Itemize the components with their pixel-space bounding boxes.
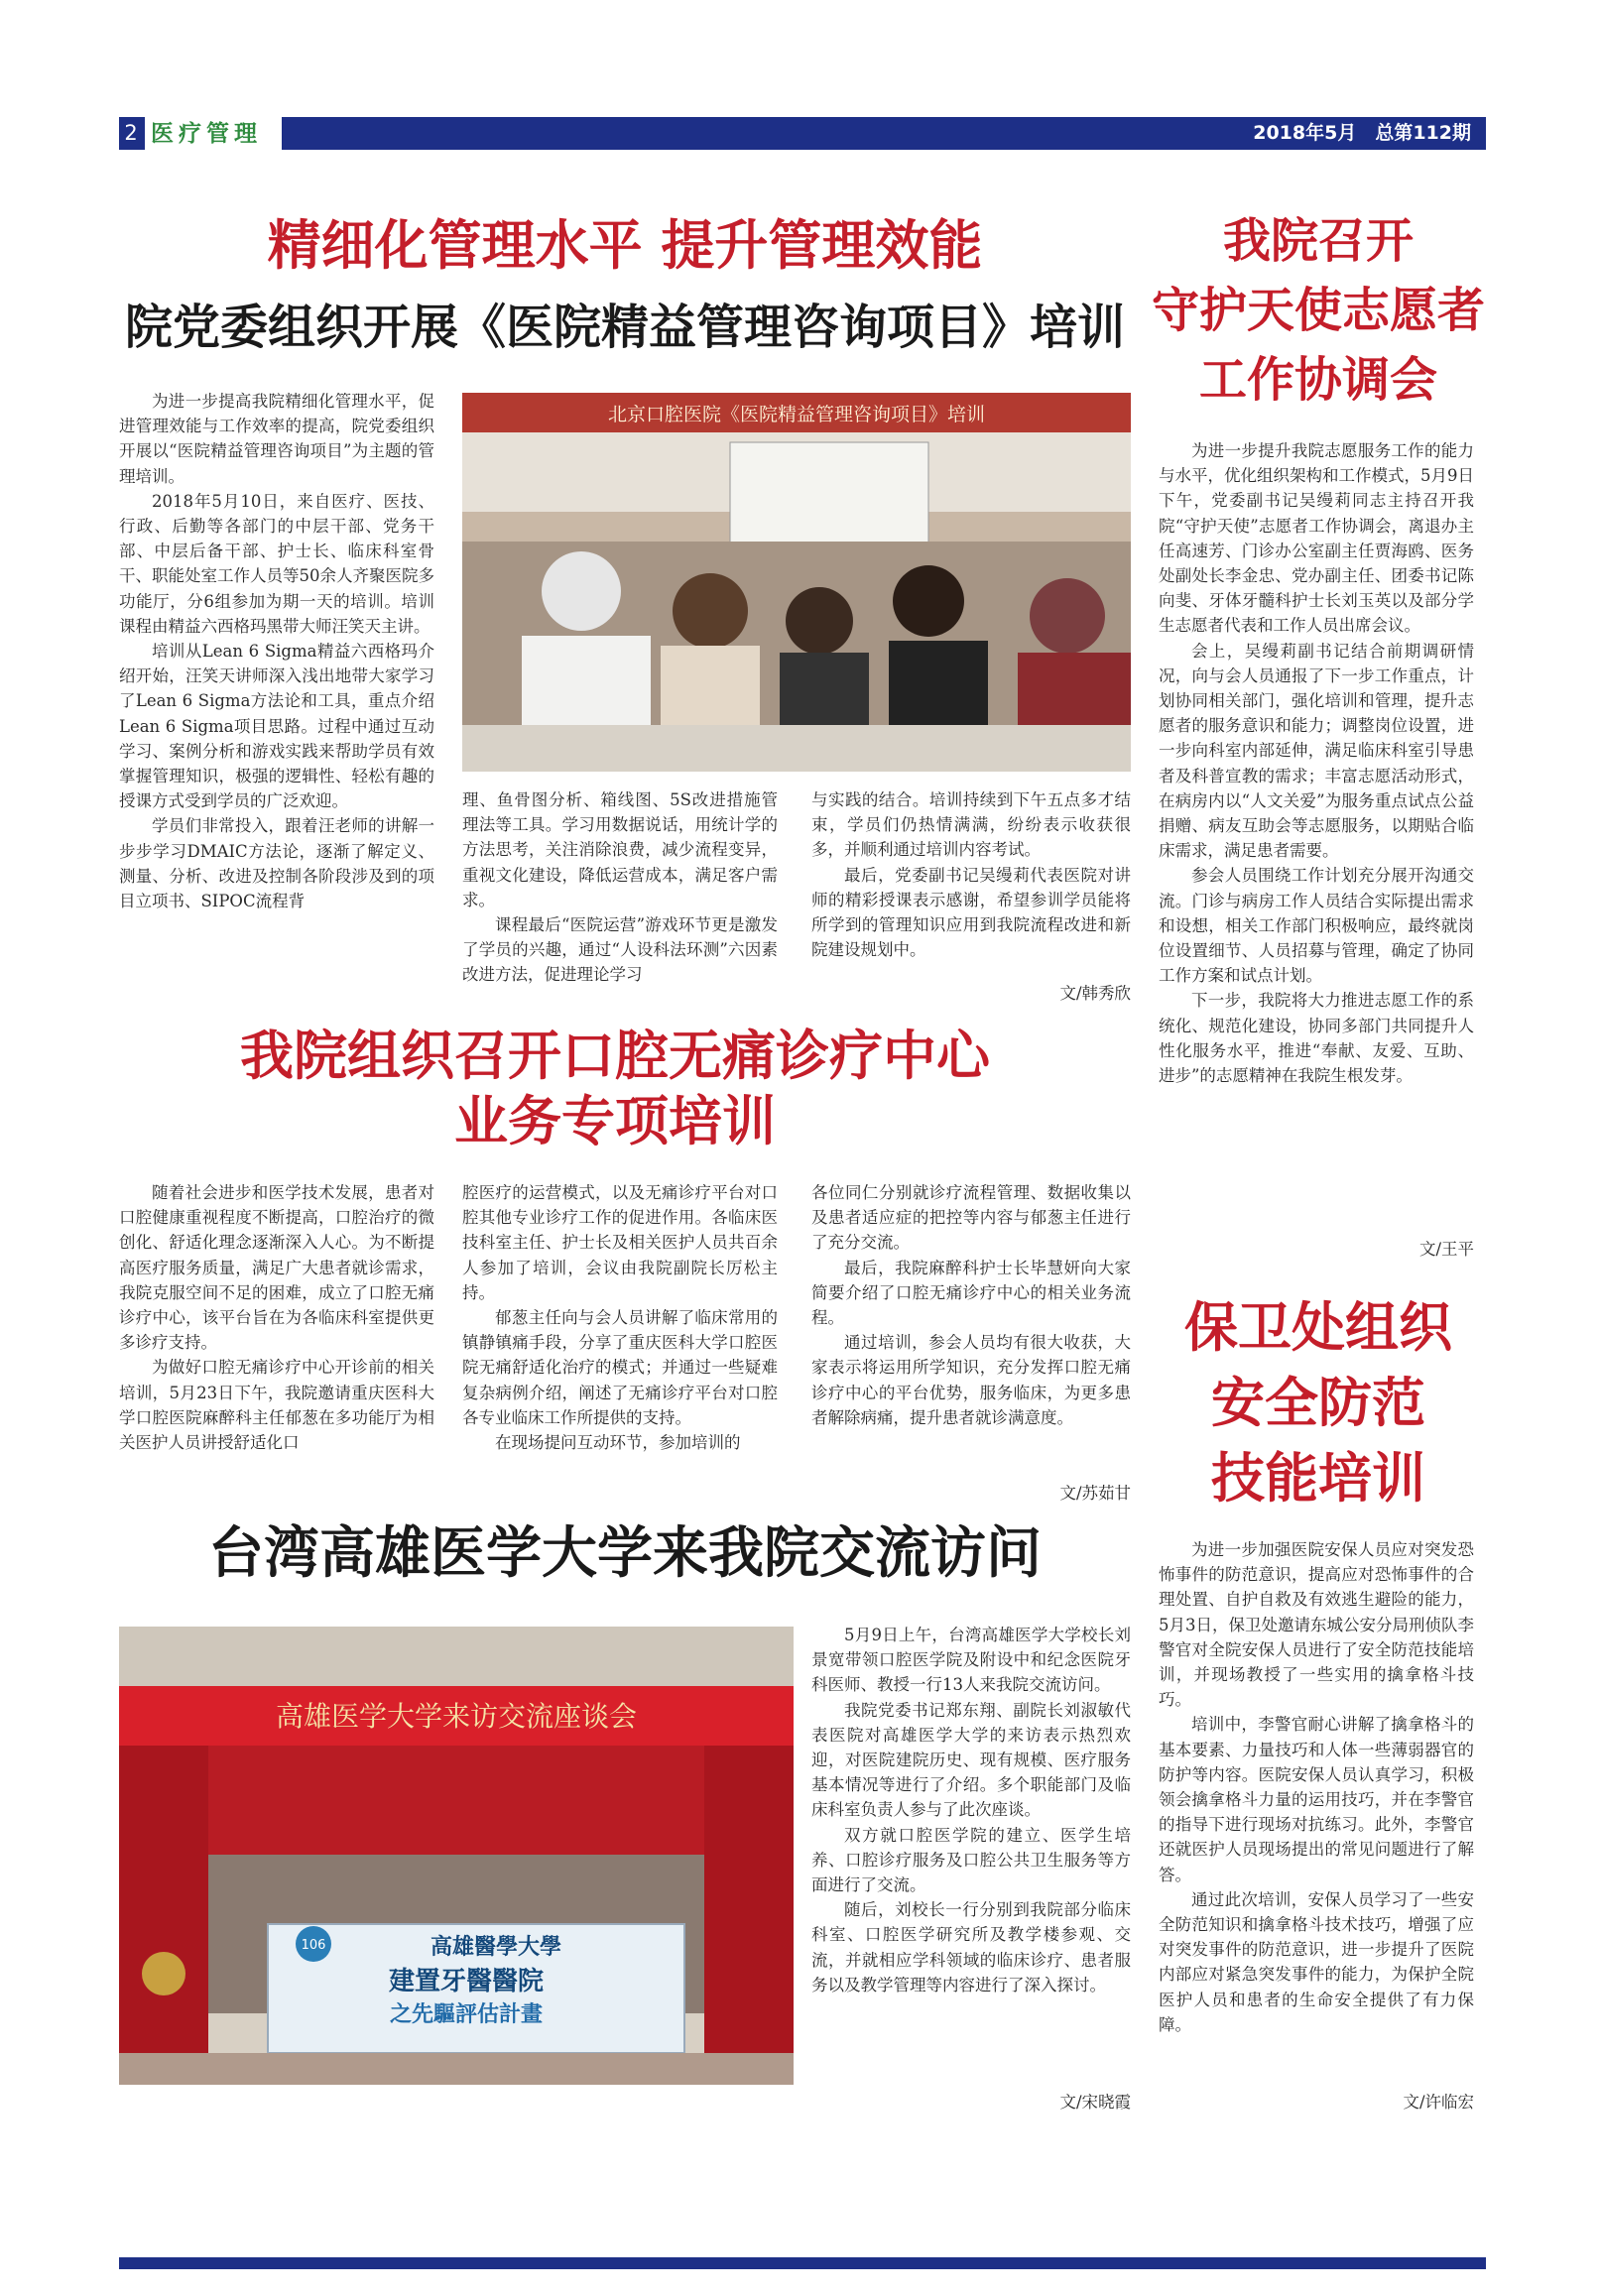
article1-col1: 为进一步提高我院精细化管理水平，促进管理效能与工作效率的提高，院党委组织开展以“医院精益管理咨询项目”为主题的管理培训。 2018年5月10日，来自医疗、医技、行政、后勤等各部门的中层干部、党务干部、中层后备干部、护士长、临床科室骨干、职能处室工作人员等50余人齐聚医院多功能厅，分6组参加为期一天的培训。培训课程由精益六西格玛黑带大师汪笑天主讲。 培训从Lean 6 Sigma精益六西格玛介绍开始，汪笑天讲师深入浅出地带大家学习了Lean 6 Sigma方法论和工具，重点介绍Lean 6 Sigma项目思路。过程中通过互动学习、案例分析和游戏实践来帮助学员有效掌握管理知识，极强的逻辑性、轻松有趣的授课方式受到学员的广泛欢迎。 学员们非常投入，跟着汪老师的讲解一步步学习DMAIC方法论，逐渐了解定义、测量、分析、改进及控制各阶段涉及到的项目立项书、SIPOC流程背	[119, 392, 434, 911]
page-number: 2	[119, 117, 143, 150]
article2-col3: 各位同仁分别就诊疗流程管理、数据收集以及患者适应症的把控等内容与郁葱主任进行了充分交流。 最后，我院麻醉科护士长毕慧妍向大家简要介绍了口腔无痛诊疗中心的相关业务流程。 通过培训，参会人员均有很大收获，大家表示将运用所学知识，充分发挥口腔无痛诊疗中心的平台优势，服务临床，为更多患者解除病痛，提升患者就诊满意度。	[811, 1183, 1131, 1427]
article5-body: 为进一步加强医院安保人员应对突发恐怖事件的防范意识，提高应对恐怖事件的合理处置、自护自救及有效逃生避险的能力，5月3日，保卫处邀请东城公安分局刑侦队李警官对全院安保人员进行了安全防范技能培训，并现场教授了一些实用的擒拿格斗技巧。 培训中，李警官耐心讲解了擒拿格斗的基本要素、力量技巧和人体一些薄弱器官的防护等内容。医院安保人员认真学习，积极领会擒拿格斗力量的运用技巧，并在李警官的指导下进行现场对抗练习。此外，李警官还就医护人员现场提出的常见问题进行了解答。 通过此次培训，安保人员学习了一些安全防范知识和擒拿格斗技术技巧，增强了应对突发事件的防范意识，进一步提升了医院内部应对紧急突发事件的能力，为保护全院医护人员和患者的生命安全提供了有力保障。	[1159, 1540, 1474, 2034]
article5-headline-line2: 安全防范	[1211, 1371, 1425, 1434]
article2-col2: 腔医疗的运营模式，以及无痛诊疗平台对口腔其他专业诊疗工作的促进作用。各临床医技科室主任、护士长及相关医护人员共百余人参加了培训，会议由我院副院长厉松主持。 郁葱主任向与会人员讲解了临床常用的镇静镇痛手段，分享了重庆医科大学口腔医院无痛舒适化治疗的模式；并通过一些疑难复杂病例介绍，阐述了无痛诊疗平台对口腔各专业临床工作所提供的支持。 在现场提问互动环节，参加培训的	[462, 1183, 778, 1453]
article2-headline-line1: 我院组织召开口腔无痛诊疗中心	[240, 1024, 990, 1087]
sign-line2: 建置牙醫醫院	[388, 1967, 545, 1996]
article1-headline: 精细化管理水平 提升管理效能	[267, 213, 983, 277]
training-photo-image	[462, 393, 1131, 772]
section-name: 医疗管理	[145, 117, 282, 150]
article1-col2: 理、鱼骨图分析、箱线图、5S改进措施管理法等工具。学习用数据说话，用统计学的方法思考，关注消除浪费，减少流程变异，重视文化建设，降低运营成本，满足客户需求。 课程最后“医院运营”游戏环节更是激发了学员的兴趣，通过“人设科法环测”六因素改进方法，促进理论学习	[462, 790, 778, 985]
article1-subheadline: 院党委组织开展《医院精益管理咨询项目》培训	[124, 300, 1125, 355]
article4-headline-line3: 工作协调会	[1198, 352, 1437, 408]
article4-headline-line1: 我院召开	[1222, 213, 1414, 269]
article5-headline-line3: 技能培训	[1211, 1446, 1425, 1510]
article1-col3: 与实践的结合。培训持续到下午五点多才结束，学员们仍热情满满，纷纷表示收获很多，并顺利通过培训内容考试。 最后，党委副书记吴缦莉代表医院对讲师的精彩授课表示感谢，希望参训学员能将所学到的管理知识应用到我院流程改进和新院建设规划中。	[811, 790, 1131, 960]
article4-byline: 文/王平	[1418, 1240, 1474, 1259]
article2-byline: 文/苏茹甘	[1059, 1484, 1131, 1503]
article4-body: 为进一步提升我院志愿服务工作的能力与水平，优化组织架构和工作模式，5月9日下午，党委副书记吴缦莉同志主持召开我院“守护天使”志愿者工作协调会，离退办主任高速芳、门诊办公室副主任贾海鸥、医务处副处长李金忠、党办副主任、团委书记陈向斐、牙体牙髓科护士长刘玉英以及部分学生志愿者代表和工作人员出席会议。 会上，吴缦莉副书记结合前期调研情况，向与会人员通报了下一步工作重点，计划协同相关部门，强化培训和管理，提升志愿者的服务意识和能力；调整岗位设置，进一步向科室内部延伸，满足临床科室引导患者及科普宣教的需求；丰富志愿活动形式，在病房内以“人文关爱”为服务重点试点公益捐赠、病友互助会等志愿服务，以期贴合临床需求，满足患者需要。 参会人员围绕工作计划充分展开沟通交流。门诊与病房工作人员结合实际提出需求和设想，相关工作部门积极响应，最终就岗位设置细节、人员招募与管理，确定了协同工作方案和试点计划。 下一步，我院将大力推进志愿工作的系统化、规范化建设，协同多部门共同提升人性化服务水平，推进“奉献、友爱、互助、进步”的志愿精神在我院生根发芽。	[1159, 441, 1474, 1086]
article1-byline: 文/韩秀欣	[1059, 984, 1131, 1003]
issue-info: 2018年5月 总第112期	[1253, 122, 1471, 144]
visit-photo-image	[119, 1627, 794, 2085]
article4-headline-line2: 守护天使志愿者	[1151, 283, 1485, 338]
article3-body: 5月9日上午，台湾高雄医学大学校长刘景宽带领口腔医学院及附设中和纪念医院牙科医师、教授一行13人来我院交流访问。 我院党委书记郑东翔、副院长刘淑敏代表医院对高雄医学大学的来访表示热烈欢迎，对医院建院历史、现有规模、医疗服务基本情况等进行了介绍。多个职能部门及临床科室负责人参与了此次座谈。 双方就口腔医学院的建立、医学生培养、口腔诊疗服务及口腔公共卫生服务等方面进行了交流。 随后，刘校长一行分别到我院部分临床科室、口腔医学研究所及教学楼参观、交流，并就相应学科领域的临床诊疗、患者服务以及教学管理等内容进行了深入探讨。	[811, 1626, 1131, 1994]
sign-line3: 之先驅評估計畫	[389, 2002, 544, 2027]
photo-banner-text: 高雄医学大学来访交流座谈会	[275, 1700, 638, 1733]
sign-line1: 高雄醫學大學	[430, 1935, 562, 1960]
footer-bar	[119, 2257, 1486, 2269]
article3-byline: 文/宋晓霞	[1059, 2093, 1131, 2112]
article5-headline-line1: 保卫处组织	[1184, 1295, 1452, 1359]
article3-headline: 台湾高雄医学大学来我院交流访问	[208, 1520, 1042, 1586]
article5-byline: 文/许临宏	[1403, 2093, 1474, 2112]
article3-photo	[119, 1627, 794, 2085]
article2-headline-line2: 业务专项培训	[454, 1089, 776, 1152]
article1-photo	[462, 393, 1131, 772]
sign-badge: 106	[301, 1938, 326, 1953]
article2-col1: 随着社会进步和医学技术发展，患者对口腔健康重视程度不断提高，口腔治疗的微创化、舒适化理念逐渐深入人心。为不断提高医疗服务质量，满足广大患者就诊需求，我院克服空间不足的困难，成立了口腔无痛诊疗中心，该平台旨在为各临床科室提供更多诊疗支持。 为做好口腔无痛诊疗中心开诊前的相关培训，5月23日下午，我院邀请重庆医科大学口腔医院麻醉科主任郁葱在多功能厅为相关医护人员讲授舒适化口	[119, 1183, 434, 1453]
photo-banner-text: 北京口腔医院《医院精益管理咨询项目》培训	[607, 404, 986, 425]
